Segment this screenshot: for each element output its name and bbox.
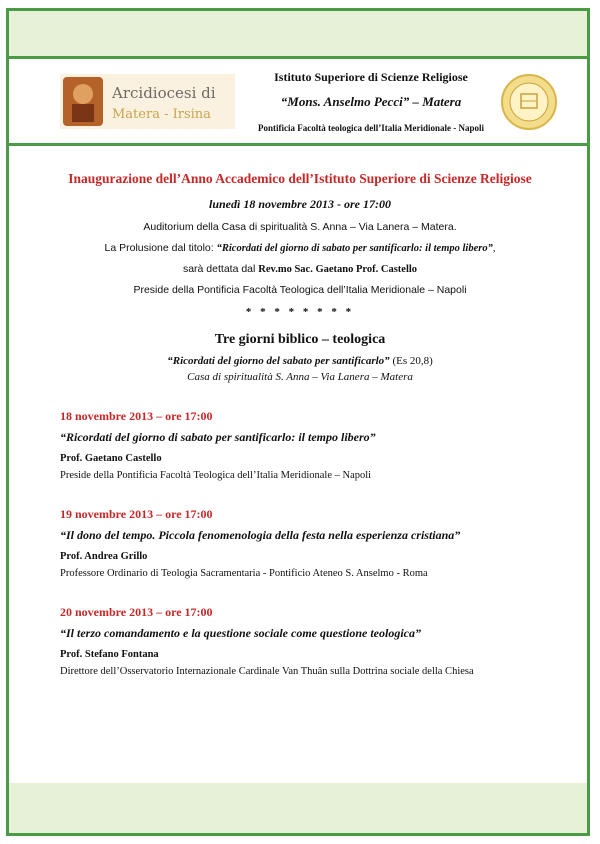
poster-header [9,56,587,146]
bottom-green-band [9,783,587,833]
speaker-line [60,263,540,275]
session-speaker-role: Direttore dell’Osservatorio Internazionale Cardinale Van Thuân sulla Dottrina sociale della Chiesa [60,666,474,677]
speaker-prefix: sarà dettata dal [182,263,259,275]
triduum-quote: “Ricordati del giorno del sabato per santificarlo” [167,355,390,367]
session-speaker: Prof. Stefano Fontana [60,649,159,660]
faculty-name: Pontificia Facoltà teologica dell’Italia Meridionale - Napoli [258,123,484,133]
madonna-halo-icon [73,84,93,104]
prolusione-line [60,242,540,254]
triduum-place: Casa di spiritualità S. Anna – Via Lanera – Matera [187,371,413,383]
institute-dedication: “Mons. Anselmo Pecci” – Matera [280,94,462,109]
archdiocese-logo [60,74,235,129]
poster-content [60,170,540,677]
event-title: Inaugurazione dell’Anno Accademico dell’Istituto Superiore di Scienze Religiose [68,171,532,186]
header-top-rule [9,56,587,59]
session-speaker-role: Preside della Pontificia Facoltà Teologica dell’Italia Meridionale – Napoli [60,470,372,481]
prolusione-prefix: La Prolusione dal titolo: [104,242,217,254]
institute-name: Istituto Superiore di Scienze Religiose [274,70,468,84]
stars-divider: * * * * * * * * [245,306,355,318]
session-speaker: Prof. Andrea Grillo [60,551,148,562]
triduum-ref: (Es 20,8) [389,355,433,367]
top-green-band [9,11,587,56]
session-3 [60,605,540,677]
triduum-title: Tre giorni biblico – teologica [214,332,386,347]
header-bottom-rule [9,143,587,146]
prolusione-title: “Ricordati del giorno di sabato per santificarlo: il tempo libero” [216,243,493,254]
logo-text-1: Arcidiocesi di [112,84,216,102]
session-date: 19 novembre 2013 – ore 17:00 [60,507,213,521]
institute-seal-icon [501,74,557,130]
event-place: Auditorium della Casa di spiritualità S. Anna – Via Lanera – Matera. [143,221,457,233]
session-date: 20 novembre 2013 – ore 17:00 [60,605,213,619]
session-1 [60,409,540,481]
speaker-role: Preside della Pontificia Facoltà Teologica dell’Italia Meridionale – Napoli [133,284,467,296]
triduum-quote-line [60,355,540,367]
session-date: 18 novembre 2013 – ore 17:00 [60,409,213,423]
prolusione-suffix: , [492,243,496,254]
session-title: “Il dono del tempo. Piccola fenomenologia della festa nella esperienza cristiana” [60,528,461,542]
session-title: “Ricordati del giorno di sabato per santificarlo: il tempo libero” [60,430,376,444]
event-date: lunedì 18 novembre 2013 - ore 17:00 [209,197,391,211]
session-speaker-role: Professore Ordinario di Teologia Sacramentaria - Pontificio Ateneo S. Anselmo - Roma [60,568,428,579]
session-2 [60,507,540,579]
speaker-name: Rev.mo Sac. Gaetano Prof. Castello [258,264,418,275]
logo-text-2: Matera - Irsina [112,107,211,122]
session-speaker: Prof. Gaetano Castello [60,453,162,464]
session-title: “Il terzo comandamento e la questione sociale come questione teologica” [60,626,421,640]
